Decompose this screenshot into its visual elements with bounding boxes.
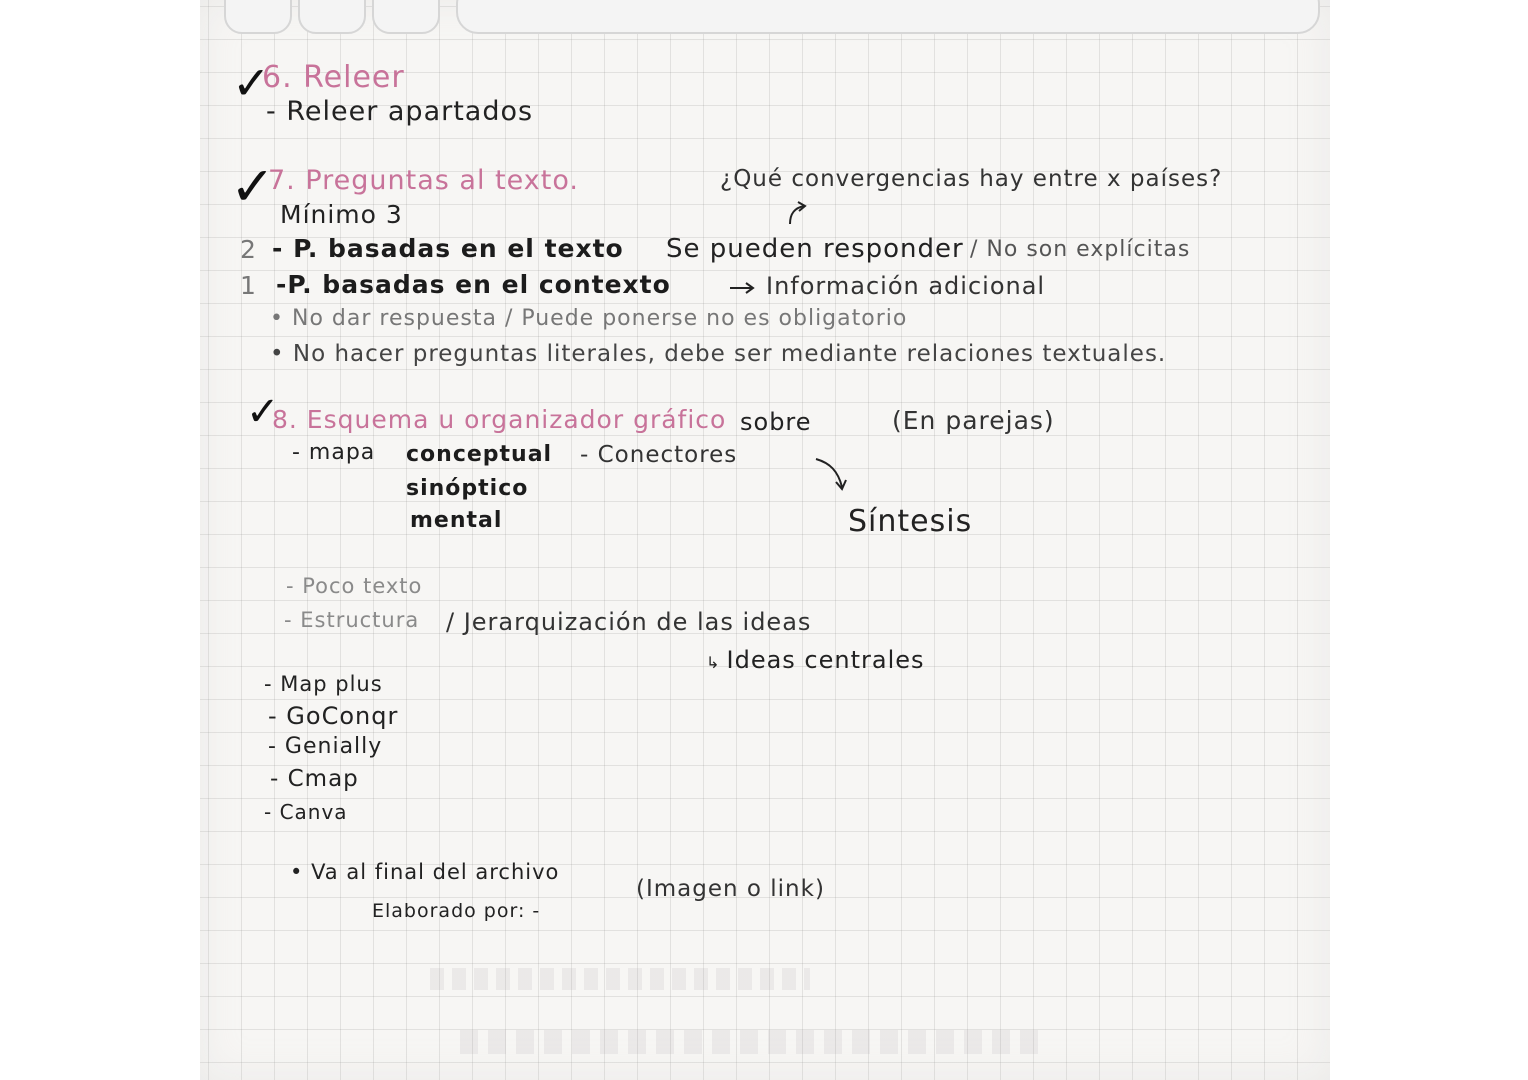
can-be-answered: Se pueden responder [666,234,964,264]
section7-question: ¿Qué convergencias hay entre x países? [720,166,1223,192]
section7-minimum: Mínimo 3 [280,200,403,229]
map-mental: mental [410,508,503,533]
bleed-through-scribble [460,1030,1040,1054]
bullet-no-literal: • No hacer preguntas literales, debe ser mediante relaciones textuales. [270,341,1167,367]
map-conceptual: conceptual [406,442,553,467]
checkmark-icon: ✓ [232,56,271,110]
image-or-link: (Imagen o link) [636,876,825,902]
section6-title: 6. Releer [262,60,405,95]
tool-genially: - Genially [268,734,383,759]
curved-arrow-icon [784,198,814,228]
additional-info: Información adicional [766,272,1046,300]
curved-arrow-icon [812,455,852,495]
structure: - Estructura [284,608,420,632]
bullet-dot-icon: • [290,860,312,884]
hierarchy: / Jerarquización de las ideas [446,608,812,636]
count-two: 2 [240,235,257,264]
connectors: - Conectores [580,442,738,468]
page-tab [372,0,440,34]
section6-line: - Releer apartados [266,96,534,127]
made-by: Elaborado por: - [372,900,541,922]
text-based-questions: - P. basadas en el texto [272,234,624,263]
bleed-through-scribble [430,968,810,990]
bullet-dot-icon: • [270,341,293,367]
central-ideas: ↳ Ideas centrales [706,646,925,674]
pairs-note: (En parejas) [892,406,1055,435]
page-tab [224,0,292,34]
notebook-page [200,0,1330,1080]
page-tab [456,0,1320,34]
section8-title-rest: sobre [740,408,812,436]
little-text: - Poco texto [286,574,423,598]
section7-title: 7. Preguntas al texto. [268,165,579,196]
synthesis: Síntesis [848,504,973,539]
hook-arrow-icon: ↳ [706,653,727,672]
section8-title: 8. Esquema u organizador gráfico [272,405,727,434]
checkmark-icon: ✓ [246,389,280,435]
bullet-dot-icon: • [270,306,292,331]
tool-canva: - Canva [264,800,348,824]
map-synoptic: sinóptico [406,476,529,501]
map-label: - mapa [292,440,376,465]
checkmark-icon: ✓ [230,155,276,218]
context-based-questions: -P. basadas en el contexto [276,270,671,299]
final-file-note: • Va al final del archivo [290,860,560,884]
bullet-no-answer: • No dar respuesta / Puede ponerse no es obligatorio [270,306,908,331]
tool-map-plus: - Map plus [264,672,383,696]
not-explicit: / No son explícitas [970,237,1191,262]
page-tab [298,0,366,34]
count-one: 1 [240,271,257,300]
tool-goconqr: - GoConqr [268,702,399,730]
tool-cmap: - Cmap [270,766,359,792]
right-arrow-icon [728,278,758,298]
